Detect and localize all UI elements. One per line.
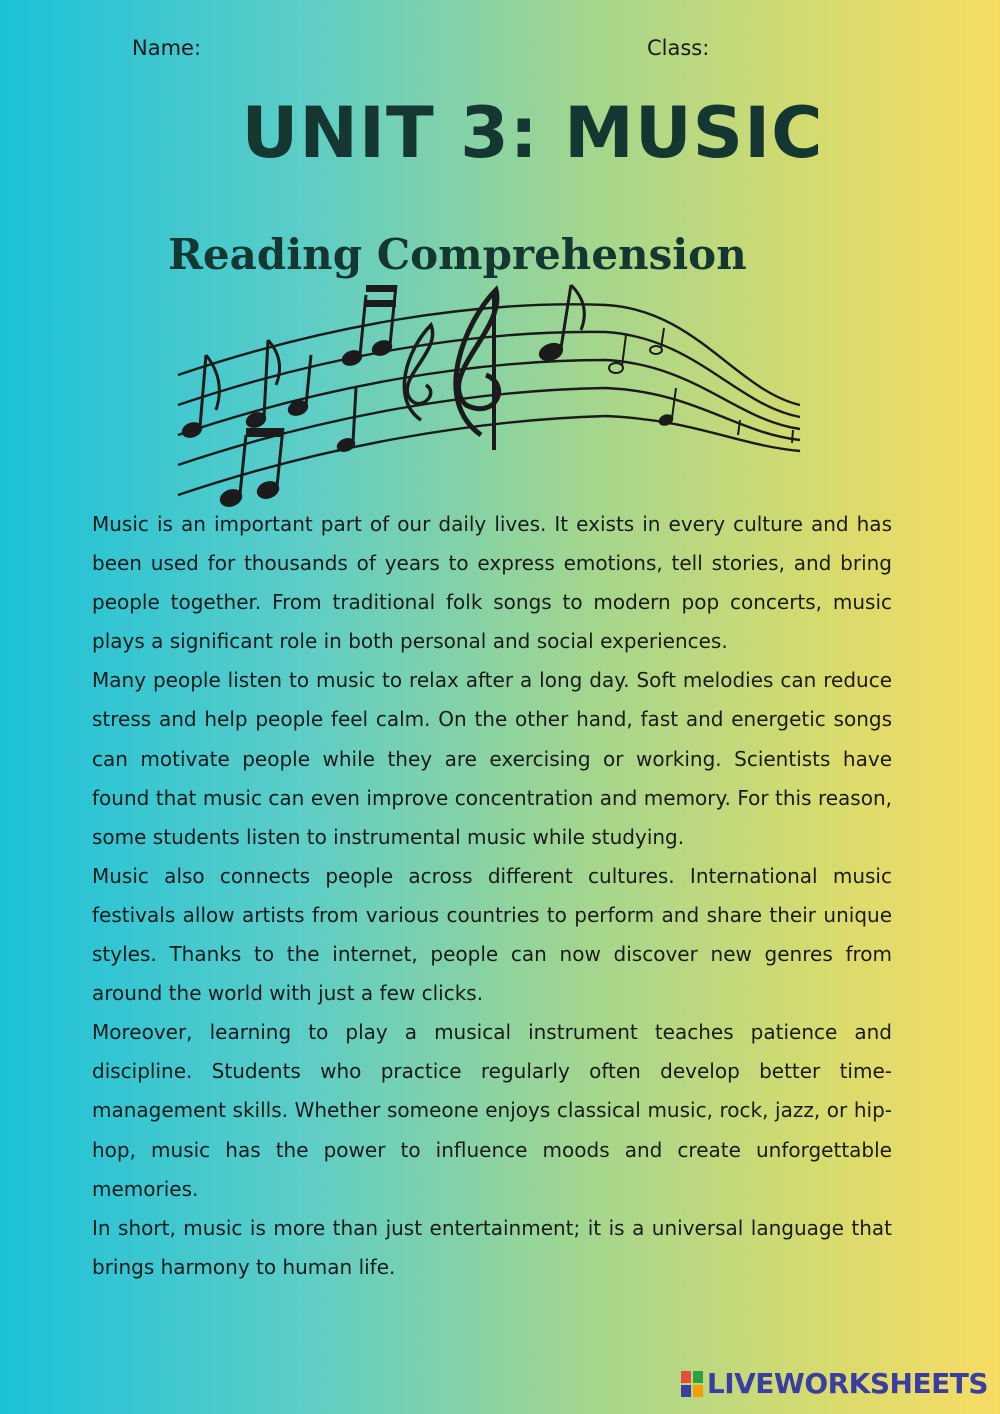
music-notes-staff-icon [176,280,806,515]
section-title: Reading Comprehension [168,230,747,279]
name-label: Name: [132,36,202,60]
unit-title: UNIT 3: MUSIC [241,92,824,174]
passage-paragraph: Music is an important part of our daily lives. It exists in every culture and has been used for thousands of years to express emotions, tell stories, and bring people together. From traditional folk songs to modern pop concerts, music plays a significant role in both personal and social experiences. [92,512,892,654]
passage-paragraph: Many people listen to music to relax after a long day. Soft melodies can reduce stress and help people feel calm. On the other hand, fast and energetic songs can motivate people while they are exercising or working. Scientists have found that music can even improve concentration and memory. For this reason, some students listen to instrumental music while studying. [92,668,892,849]
class-label: Class: [647,36,710,60]
passage-paragraph: Moreover, learning to play a musical instrument teaches patience and discipline. Students who practice regularly often develop better time-management skills. Whether someone enjoys classical music, rock, jazz, or hip-hop, music has the power to influence moods and create unforgettable memories. [92,1020,892,1201]
passage-paragraph: In short, music is more than just entertainment; it is a universal language that brings harmony to human life. [92,1215,892,1279]
liveworksheets-logo-icon [681,1371,703,1397]
passage-paragraph: Music also connects people across different cultures. International music festivals allow artists from various countries to perform and share their unique styles. Thanks to the internet, people can now discover new genres from around the world with just a few clicks. [92,863,892,1006]
liveworksheets-logo [681,1367,988,1400]
brand-name: LIVEWORKSHEETS [706,1367,988,1400]
reading-passage [92,505,892,1287]
